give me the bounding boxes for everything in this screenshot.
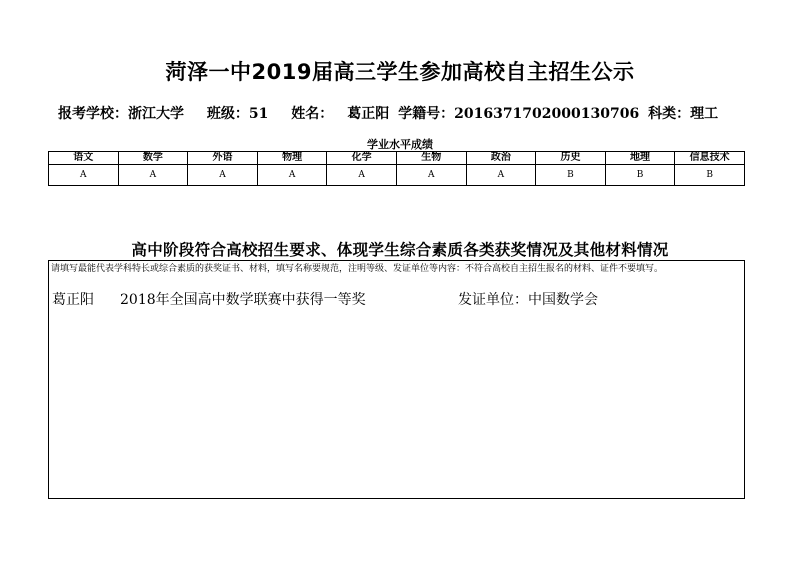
grade-geography: B [605,165,675,186]
subject-value: 理工 [690,106,719,122]
header-history: 历史 [536,152,606,165]
grade-chemistry: A [327,165,397,186]
header-physics: 物理 [257,152,327,165]
award-description: 2018年全国高中数学联赛中获得一等奖 [120,292,366,308]
school-value: 浙江大学 [128,106,184,122]
student-info-line [58,103,718,123]
name-value: 葛正阳 [347,106,390,122]
scores-table [48,151,745,186]
header-chemistry: 化学 [327,152,397,165]
grade-foreign-language: A [188,165,258,186]
header-it: 信息技术 [675,152,745,165]
class-value: 51 [248,106,269,122]
scores-caption: 学业水平成绩 [367,138,433,151]
awards-box [48,260,745,499]
id-label: 学籍号： [398,106,455,122]
class-label: 班级： [206,106,249,122]
id-value: 2016371702000130706 [454,106,640,122]
scores-value-row [49,165,745,186]
header-biology: 生物 [396,152,466,165]
name-label: 姓名： [291,106,334,122]
grade-chinese: A [49,165,119,186]
scores-header-row [49,152,745,165]
school-label: 报考学校： [58,106,128,122]
header-foreign-language: 外语 [188,152,258,165]
page-title: 菏泽一中2019届高三学生参加高校自主招生公示 [165,60,635,84]
award-entry [52,289,598,309]
awards-instructions: 请填写最能代表学科特长或综合素质的获奖证书、材料，填写名称要规范，注明等级、发证单位等内容：不符合高校自主招生报名的材料、证件不要填写。 [51,264,664,274]
subject-label: 科类： [648,106,691,122]
header-politics: 政治 [466,152,536,165]
awards-section-title: 高中阶段符合高校招生要求、体现学生综合素质各类获奖情况及其他材料情况 [131,240,669,259]
grade-history: B [536,165,606,186]
grade-math: A [118,165,188,186]
grade-biology: A [396,165,466,186]
header-chinese: 语文 [49,152,119,165]
award-issuer: 发证单位：中国数学会 [458,292,598,308]
header-math: 数学 [118,152,188,165]
header-geography: 地理 [605,152,675,165]
grade-politics: A [466,165,536,186]
grade-it: B [675,165,745,186]
award-student-name: 葛正阳 [52,292,94,308]
grade-physics: A [257,165,327,186]
